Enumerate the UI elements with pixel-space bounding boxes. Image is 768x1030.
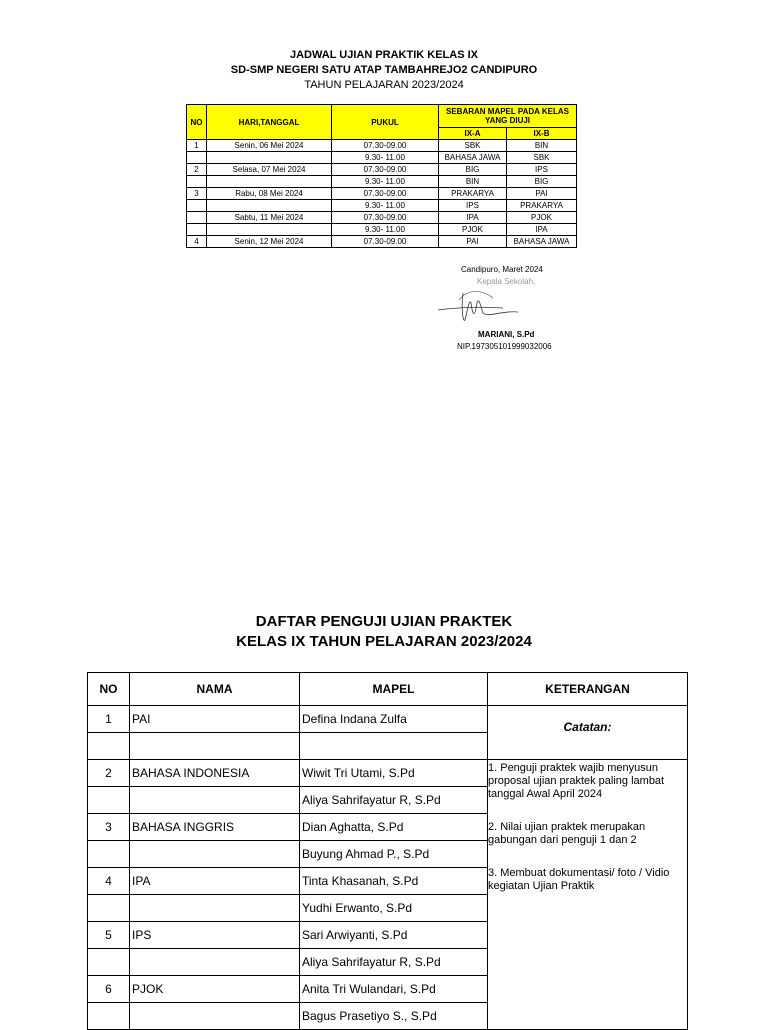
sign-position: Kepala Sekolah, [477, 277, 536, 286]
keterangan-notes-cell [488, 760, 688, 1030]
schedule-cell-a: PRAKARYA [439, 188, 507, 200]
schedule-title: JADWAL UJIAN PRAKTIK KELAS IX [289, 49, 479, 61]
penguji-nama [130, 895, 300, 922]
penguji-no [88, 1003, 130, 1030]
schedule-cell-date [207, 224, 332, 236]
schedule-cell-date [207, 200, 332, 212]
schedule-cell-date: Senin, 06 Mei 2024 [207, 140, 332, 152]
col-mapel: MAPEL [300, 673, 488, 706]
col-date: HARI,TANGGAL [207, 105, 332, 140]
schedule-row [187, 164, 577, 176]
schedule-cell-time: 07.30-09.00 [332, 236, 439, 248]
schedule-header [0, 48, 768, 93]
schedule-cell-b: BIN [507, 140, 577, 152]
penguji-no: 2 [88, 760, 130, 787]
penguji-mapel [300, 733, 488, 760]
schedule-row [187, 140, 577, 152]
penguji-no [88, 841, 130, 868]
penguji-nama: IPA [130, 868, 300, 895]
school-name: SD-SMP NEGERI SATU ATAP TAMBAHREJO2 CANDIPURO [230, 64, 538, 76]
schedule-row [187, 212, 577, 224]
penguji-nama: IPS [130, 922, 300, 949]
penguji-mapel: Buyung Ahmad P., S.Pd [300, 841, 488, 868]
penguji-no: 5 [88, 922, 130, 949]
col-no: NO [88, 673, 130, 706]
schedule-cell-a: IPA [439, 212, 507, 224]
schedule-cell-b: PJOK [507, 212, 577, 224]
penguji-nama: PAI [130, 706, 300, 733]
schedule-row [187, 188, 577, 200]
penguji-mapel: Aliya Sahrifayatur R, S.Pd [300, 787, 488, 814]
penguji-mapel: Dian Aghatta, S.Pd [300, 814, 488, 841]
penguji-no: 6 [88, 976, 130, 1003]
penguji-mapel: Anita Tri Wulandari, S.Pd [300, 976, 488, 1003]
penguji-no [88, 733, 130, 760]
col-ix-a: IX-A [439, 128, 507, 140]
schedule-row [187, 236, 577, 248]
note-1: 1. Penguji praktek wajib menyusun proposal ujian praktek paling lambat tanggal Awal April 2024 [488, 762, 665, 800]
schedule-cell-a: PAI [439, 236, 507, 248]
penguji-mapel: Defina Indana Zulfa [300, 706, 488, 733]
penguji-mapel: Sari Arwiyanti, S.Pd [300, 922, 488, 949]
penguji-mapel: Tinta Khasanah, S.Pd [300, 868, 488, 895]
schedule-cell-date: Sabtu, 11 Mei 2024 [207, 212, 332, 224]
schedule-cell-b: SBK [507, 152, 577, 164]
col-group: SEBARAN MAPEL PADA KELAS YANG DIUJI [439, 105, 577, 128]
penguji-nama [130, 787, 300, 814]
schedule-cell-time: 9.30- 11.00 [332, 152, 439, 164]
schedule-cell-b: BAHASA JAWA [507, 236, 577, 248]
sign-nip: NIP.197305101999032006 [457, 342, 552, 351]
note-3: 3. Membuat dokumentasi/ foto / Vidio kegiatan Ujian Praktik [488, 867, 670, 892]
schedule-cell-no: 4 [187, 236, 207, 248]
schedule-cell-no [187, 176, 207, 188]
schedule-cell-a: BIG [439, 164, 507, 176]
penguji-nama [130, 841, 300, 868]
penguji-no [88, 949, 130, 976]
penguji-title-line1: DAFTAR PENGUJI UJIAN PRAKTEK [255, 613, 513, 630]
schedule-cell-a: IPS [439, 200, 507, 212]
schedule-cell-b: BIG [507, 176, 577, 188]
sign-place-date: Candipuro, Maret 2024 [461, 265, 543, 274]
penguji-nama: PJOK [130, 976, 300, 1003]
keterangan-header-cell [488, 706, 688, 760]
schedule-cell-time: 07.30-09.00 [332, 212, 439, 224]
catatan-title: Catatan: [563, 720, 612, 734]
schedule-cell-time: 07.30-09.00 [332, 188, 439, 200]
schedule-cell-a: SBK [439, 140, 507, 152]
penguji-mapel: Aliya Sahrifayatur R, S.Pd [300, 949, 488, 976]
schedule-cell-date: Rabu, 08 Mei 2024 [207, 188, 332, 200]
schedule-cell-a: BAHASA JAWA [439, 152, 507, 164]
note-2: 2. Nilai ujian praktek merupakan gabungan dari penguji 1 dan 2 [488, 821, 646, 846]
col-keterangan: KETERANGAN [488, 673, 688, 706]
schedule-cell-date: Selasa, 07 Mei 2024 [207, 164, 332, 176]
sign-name: MARIANI, S.Pd [478, 330, 535, 339]
schedule-cell-b: PRAKARYA [507, 200, 577, 212]
signature-image [433, 278, 523, 328]
penguji-nama [130, 733, 300, 760]
schedule-cell-no [187, 200, 207, 212]
penguji-no: 1 [88, 706, 130, 733]
penguji-no: 3 [88, 814, 130, 841]
schedule-cell-no [187, 152, 207, 164]
col-time: PUKUL [332, 105, 439, 140]
schedule-cell-no [187, 224, 207, 236]
penguji-mapel: Bagus Prasetiyo S., S.Pd [300, 1003, 488, 1030]
penguji-nama [130, 1003, 300, 1030]
penguji-mapel: Yudhi Erwanto, S.Pd [300, 895, 488, 922]
schedule-cell-b: IPS [507, 164, 577, 176]
penguji-nama: BAHASA INGGRIS [130, 814, 300, 841]
schedule-cell-no: 3 [187, 188, 207, 200]
schedule-cell-time: 9.30- 11.00 [332, 176, 439, 188]
penguji-mapel: Wiwit Tri Utami, S.Pd [300, 760, 488, 787]
col-nama: NAMA [130, 673, 300, 706]
penguji-no: 4 [88, 868, 130, 895]
schedule-row [187, 224, 577, 236]
schedule-cell-no: 1 [187, 140, 207, 152]
penguji-no [88, 895, 130, 922]
school-year: TAHUN PELAJARAN 2023/2024 [304, 79, 464, 91]
schedule-row [187, 200, 577, 212]
penguji-table [87, 672, 688, 1030]
schedule-cell-no [187, 212, 207, 224]
schedule-cell-date [207, 176, 332, 188]
col-ix-b: IX-B [507, 128, 577, 140]
schedule-cell-time: 07.30-09.00 [332, 164, 439, 176]
schedule-cell-no: 2 [187, 164, 207, 176]
schedule-cell-date [207, 152, 332, 164]
schedule-cell-date: Senin, 12 Mei 2024 [207, 236, 332, 248]
penguji-title-line2: KELAS IX TAHUN PELAJARAN 2023/2024 [236, 633, 532, 650]
penguji-no [88, 787, 130, 814]
schedule-cell-a: BIN [439, 176, 507, 188]
schedule-cell-b: PAI [507, 188, 577, 200]
penguji-title [0, 612, 768, 652]
schedule-row [187, 176, 577, 188]
schedule-cell-time: 9.30- 11.00 [332, 200, 439, 212]
schedule-cell-time: 07.30-09.00 [332, 140, 439, 152]
col-no: NO [187, 105, 207, 140]
penguji-nama [130, 949, 300, 976]
schedule-cell-b: IPA [507, 224, 577, 236]
penguji-nama: BAHASA INDONESIA [130, 760, 300, 787]
schedule-row [187, 152, 577, 164]
schedule-cell-time: 9.30- 11.00 [332, 224, 439, 236]
schedule-table [186, 104, 577, 248]
penguji-row [88, 760, 688, 787]
penguji-row [88, 706, 688, 733]
schedule-cell-a: PJOK [439, 224, 507, 236]
